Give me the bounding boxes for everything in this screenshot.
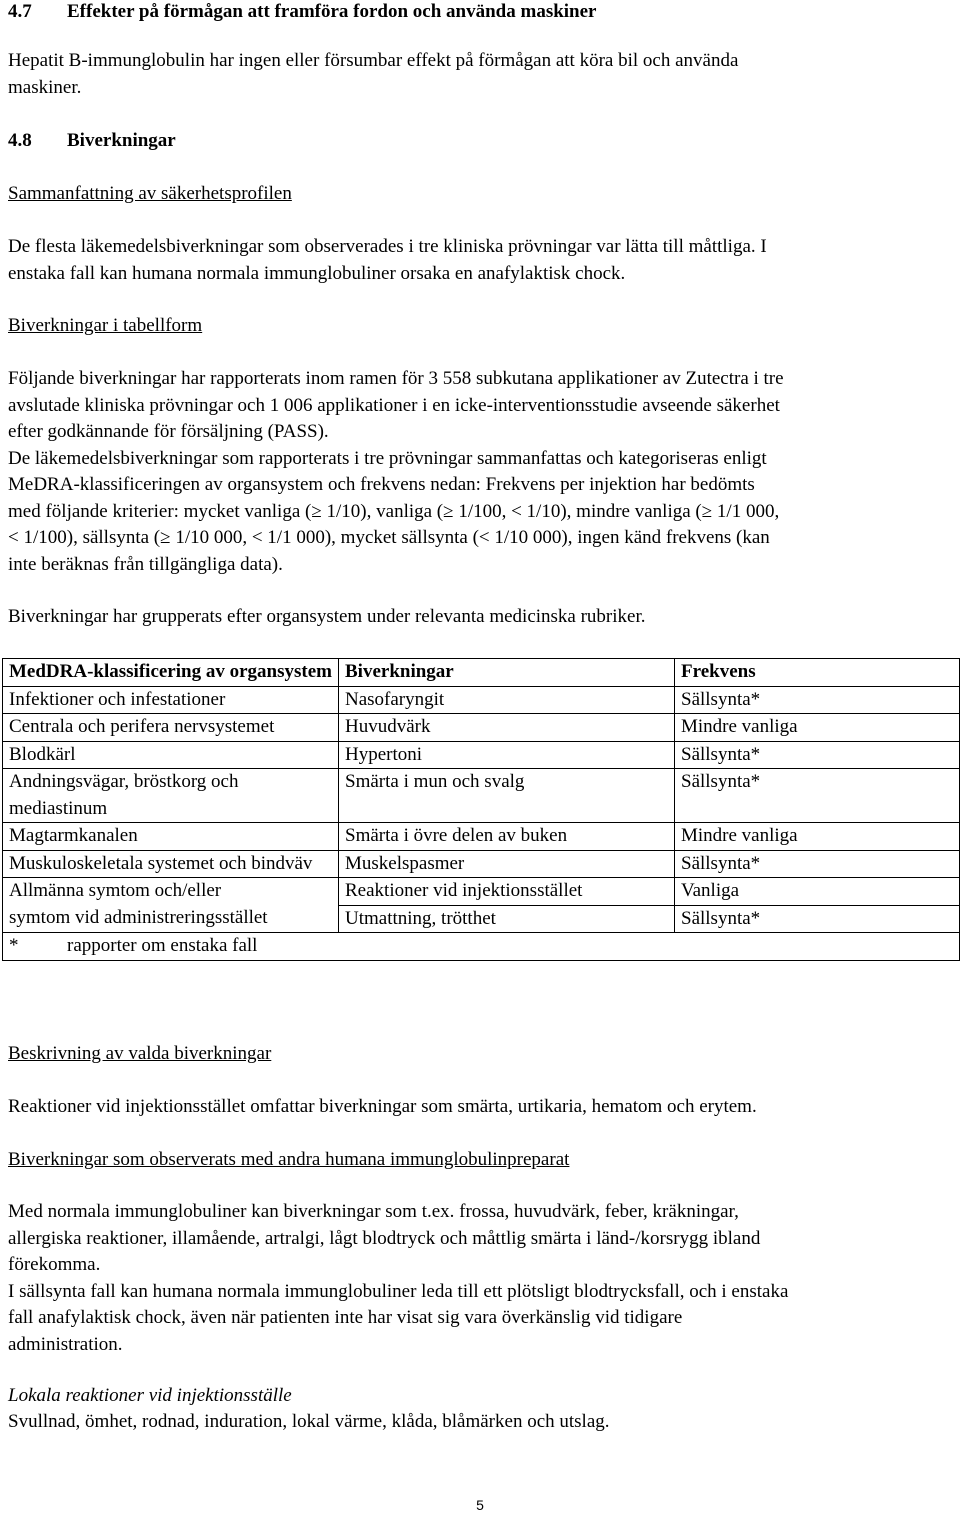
table-row <box>3 823 960 851</box>
table-row <box>3 850 960 878</box>
cell-reaction: Muskelspasmer <box>339 850 675 878</box>
cell-frequency: Mindre vanliga <box>675 714 960 742</box>
text-line: förekomma. <box>8 1254 101 1275</box>
grouped-text: Biverkningar har grupperats efter organsystem under relevanta medicinska rubriker. <box>8 606 646 627</box>
table-row <box>3 686 960 714</box>
text-line: efter godkännande för försäljning (PASS). <box>8 421 329 442</box>
cell-frequency: Sällsynta* <box>675 686 960 714</box>
cell-soc: Centrala och perifera nervsystemet <box>3 714 339 742</box>
cell-reaction: Utmattning, trötthet <box>339 905 675 933</box>
text-line: enstaka fall kan humana normala immunglobuliner orsaka en anafylaktisk chock. <box>8 262 626 284</box>
selected-reactions-text: Reaktioner vid injektionsstället omfattar biverkningar som smärta, urtikaria, hematom och erytem. <box>8 1096 757 1117</box>
cell-soc: Blodkärl <box>3 741 339 769</box>
section-4-8-heading <box>8 128 953 155</box>
section-title: Biverkningar <box>67 130 176 151</box>
text-line: fall anafylaktisk chock, även när patienten inte har visat sig vara överkänslig vid tidigare <box>8 1307 683 1328</box>
cell-frequency: Sällsynta* <box>675 769 960 823</box>
cell-reaction: Hypertoni <box>339 741 675 769</box>
cell-reaction: Huvudvärk <box>339 714 675 742</box>
section-title: Effekter på förmågan att framföra fordon och använda maskiner <box>67 1 597 22</box>
adverse-reactions-table <box>2 658 960 961</box>
text-line: administration. <box>8 1333 123 1355</box>
safety-profile-text <box>8 234 953 287</box>
tabular-heading: Biverkningar i tabellform <box>8 315 203 336</box>
cell-line: Allmänna symtom och/eller <box>9 880 222 901</box>
text-line: I sällsynta fall kan humana normala immunglobuliner leda till ett plötsligt blodtrycksfall, och i enstaka <box>8 1280 789 1302</box>
section-number: 4.8 <box>8 130 32 151</box>
cell-frequency: Sällsynta* <box>675 741 960 769</box>
page-number: 5 <box>476 1497 484 1513</box>
local-reactions-heading: Lokala reaktioner vid injektionsställe <box>8 1385 292 1406</box>
tabular-text <box>8 366 953 578</box>
cell-reaction: Smärta i övre delen av buken <box>339 823 675 851</box>
section-4-7-body <box>8 48 953 101</box>
footnote-symbol: * <box>9 935 19 956</box>
cell-frequency: Sällsynta* <box>675 850 960 878</box>
local-reactions-text: Svullnad, ömhet, rodnad, induration, lokal värme, klåda, blåmärken och utslag. <box>8 1411 610 1432</box>
text-line: Följande biverkningar har rapporterats inom ramen för 3 558 subkutana applikationer av Zutectra i tre <box>8 368 784 389</box>
text-line: < 1/100), sällsynta (≥ 1/10 000, < 1/1 000), mycket sällsynta (< 1/10 000), ingen känd frekvens (kan <box>8 527 770 548</box>
cell-line: symtom vid administreringsstället <box>9 906 268 928</box>
other-ig-text <box>8 1199 953 1358</box>
text-line: Hepatit B-immunglobulin har ingen eller försumbar effekt på förmågan att köra bil och använda <box>8 50 739 71</box>
table-footnote-row <box>3 933 960 961</box>
text-line: Med normala immunglobuliner kan biverkningar som t.ex. frossa, huvudvärk, feber, kräkningar, <box>8 1201 739 1222</box>
text-line: med följande kriterier: mycket vanliga (≥ 1/10), vanliga (≥ 1/100, < 1/10), mindre vanliga (≥ 1/1 000, <box>8 500 780 522</box>
cell-soc <box>3 878 339 933</box>
table-header-row <box>3 659 960 687</box>
cell-soc: Andningsvägar, bröstkorg och mediastinum <box>3 769 339 823</box>
text-line: maskiner. <box>8 76 82 98</box>
text-line: MeDRA-klassificeringen av organsystem och frekvens nedan: Frekvens per injektion har bedömts <box>8 474 755 495</box>
text-line: avslutade kliniska prövningar och 1 006 applikationer i en icke-interventionsstudie avseende säkerhet <box>8 394 780 416</box>
table-row <box>3 714 960 742</box>
safety-profile-heading: Sammanfattning av säkerhetsprofilen <box>8 183 292 204</box>
header-frequency: Frekvens <box>675 659 960 687</box>
header-soc: MedDRA-klassificering av organsystem <box>3 659 339 687</box>
table-row <box>3 741 960 769</box>
table-row <box>3 769 960 823</box>
footnote-text: rapporter om enstaka fall <box>67 935 258 956</box>
table-footnote <box>3 933 960 961</box>
cell-soc: Infektioner och infestationer <box>3 686 339 714</box>
other-ig-heading: Biverkningar som observerats med andra humana immunglobulinpreparat <box>8 1149 570 1170</box>
section-4-7-heading <box>8 0 953 26</box>
text-line: allergiska reaktioner, illamående, artralgi, lågt blodtryck och måttlig smärta i länd-/korsrygg ibland <box>8 1227 761 1249</box>
text-line: inte beräknas från tillgängliga data). <box>8 553 283 575</box>
cell-frequency: Vanliga <box>675 878 960 906</box>
header-reactions: Biverkningar <box>339 659 675 687</box>
cell-frequency: Mindre vanliga <box>675 823 960 851</box>
cell-reaction: Reaktioner vid injektionsstället <box>339 878 675 906</box>
selected-reactions-heading: Beskrivning av valda biverkningar <box>8 1043 272 1064</box>
cell-soc: Muskuloskeletala systemet och bindväv <box>3 850 339 878</box>
text-line: De flesta läkemedelsbiverkningar som observerades i tre kliniska prövningar var lätta till måttliga. I <box>8 236 767 257</box>
text-line: De läkemedelsbiverkningar som rapporterats i tre prövningar sammanfattas och kategoriseras enligt <box>8 447 767 469</box>
cell-reaction: Nasofaryngit <box>339 686 675 714</box>
cell-soc: Magtarmkanalen <box>3 823 339 851</box>
table-row <box>3 878 960 906</box>
section-number: 4.7 <box>8 1 32 22</box>
cell-reaction: Smärta i mun och svalg <box>339 769 675 823</box>
cell-frequency: Sällsynta* <box>675 905 960 933</box>
